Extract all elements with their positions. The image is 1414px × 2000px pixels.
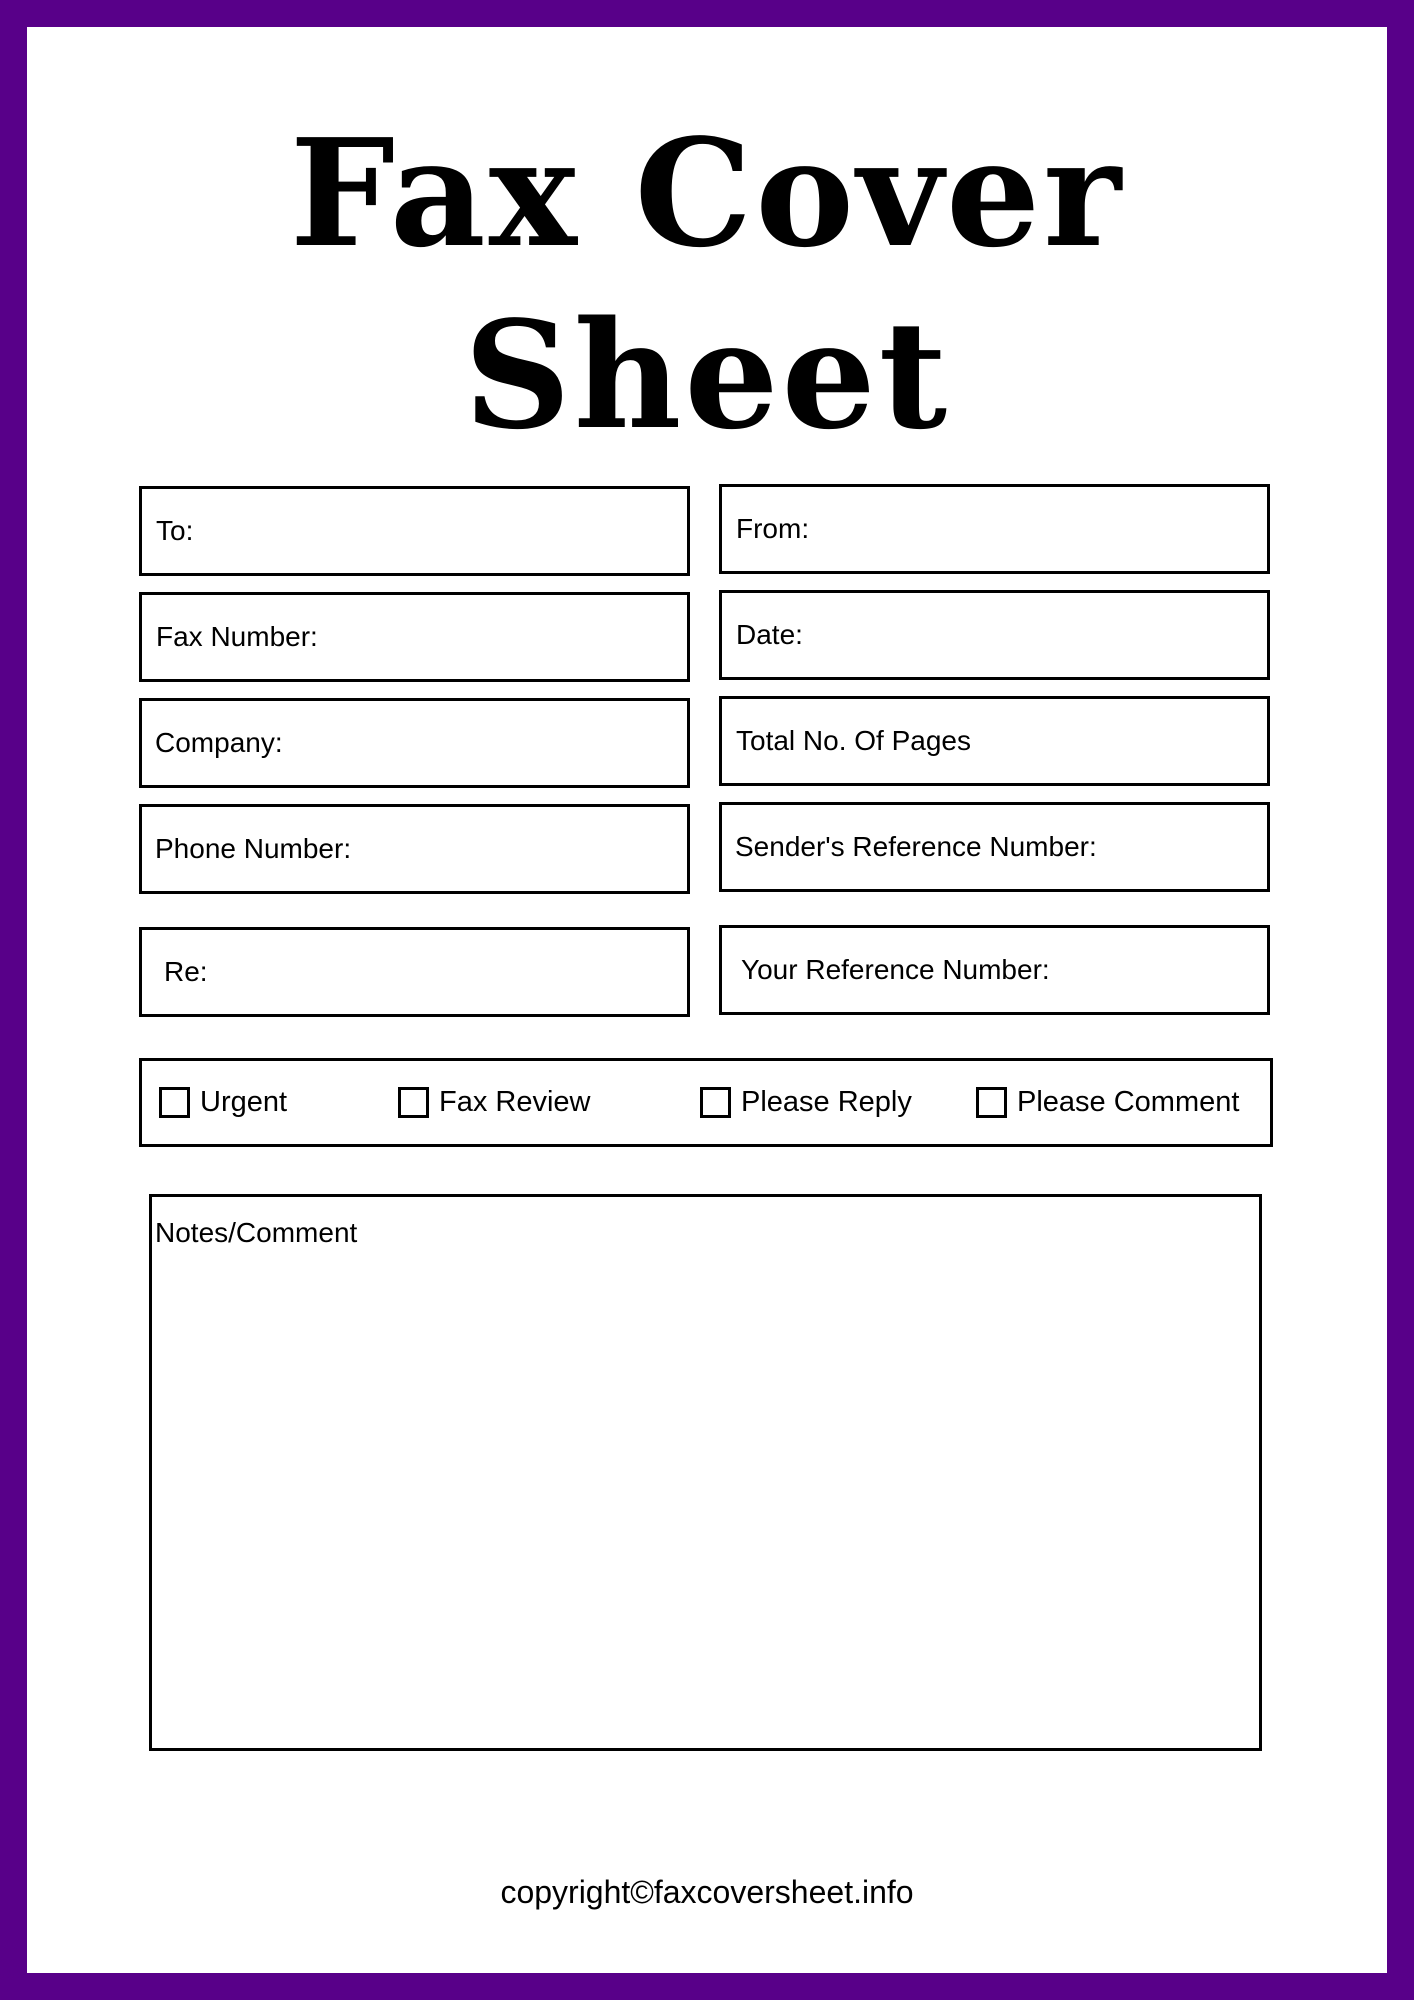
from-label: From: — [736, 513, 810, 544]
fax-type-checkbox-row — [139, 1058, 1273, 1147]
urgent-checkbox-box[interactable] — [159, 1087, 190, 1118]
total-pages-field[interactable] — [719, 696, 1270, 786]
urgent-label: Urgent — [200, 1086, 288, 1118]
fax-review-label: Fax Review — [439, 1086, 591, 1118]
fax-review-checkbox-box[interactable] — [398, 1087, 429, 1118]
please-reply-checkbox[interactable] — [700, 1061, 912, 1144]
your-reference-number-field[interactable] — [719, 925, 1270, 1015]
re-field[interactable] — [139, 927, 690, 1017]
page-title-line-2: Sheet — [463, 288, 951, 462]
fax-number-field[interactable] — [139, 592, 690, 682]
date-field[interactable] — [719, 590, 1270, 680]
urgent-checkbox[interactable] — [159, 1061, 287, 1144]
date-label: Date: — [736, 619, 803, 650]
fax-review-checkbox[interactable] — [398, 1061, 591, 1144]
notes-comment-label: Notes/Comment — [155, 1217, 358, 1248]
please-reply-checkbox-box[interactable] — [700, 1087, 731, 1118]
from-field[interactable] — [719, 484, 1270, 574]
fax-number-label: Fax Number: — [156, 621, 318, 652]
company-field[interactable] — [139, 698, 690, 788]
please-reply-label: Please Reply — [741, 1086, 912, 1118]
re-label: Re: — [164, 956, 208, 987]
please-comment-checkbox-box[interactable] — [976, 1087, 1007, 1118]
your-reference-number-label: Your Reference Number: — [741, 954, 1050, 985]
senders-reference-number-field[interactable] — [719, 802, 1270, 892]
please-comment-label: Please Comment — [1017, 1086, 1240, 1118]
notes-comment-box[interactable] — [149, 1194, 1262, 1751]
phone-number-label: Phone Number: — [155, 833, 352, 864]
company-label: Company: — [155, 727, 283, 758]
total-pages-label: Total No. Of Pages — [736, 725, 972, 756]
senders-reference-number-label: Sender's Reference Number: — [735, 831, 1097, 862]
to-field[interactable] — [139, 486, 690, 576]
phone-number-field[interactable] — [139, 804, 690, 894]
page-title-line-1: Fax Cover — [289, 106, 1125, 280]
copyright-footer: copyright©faxcoversheet.info — [500, 1874, 914, 1910]
please-comment-checkbox[interactable] — [976, 1061, 1239, 1144]
to-label: To: — [156, 515, 194, 546]
